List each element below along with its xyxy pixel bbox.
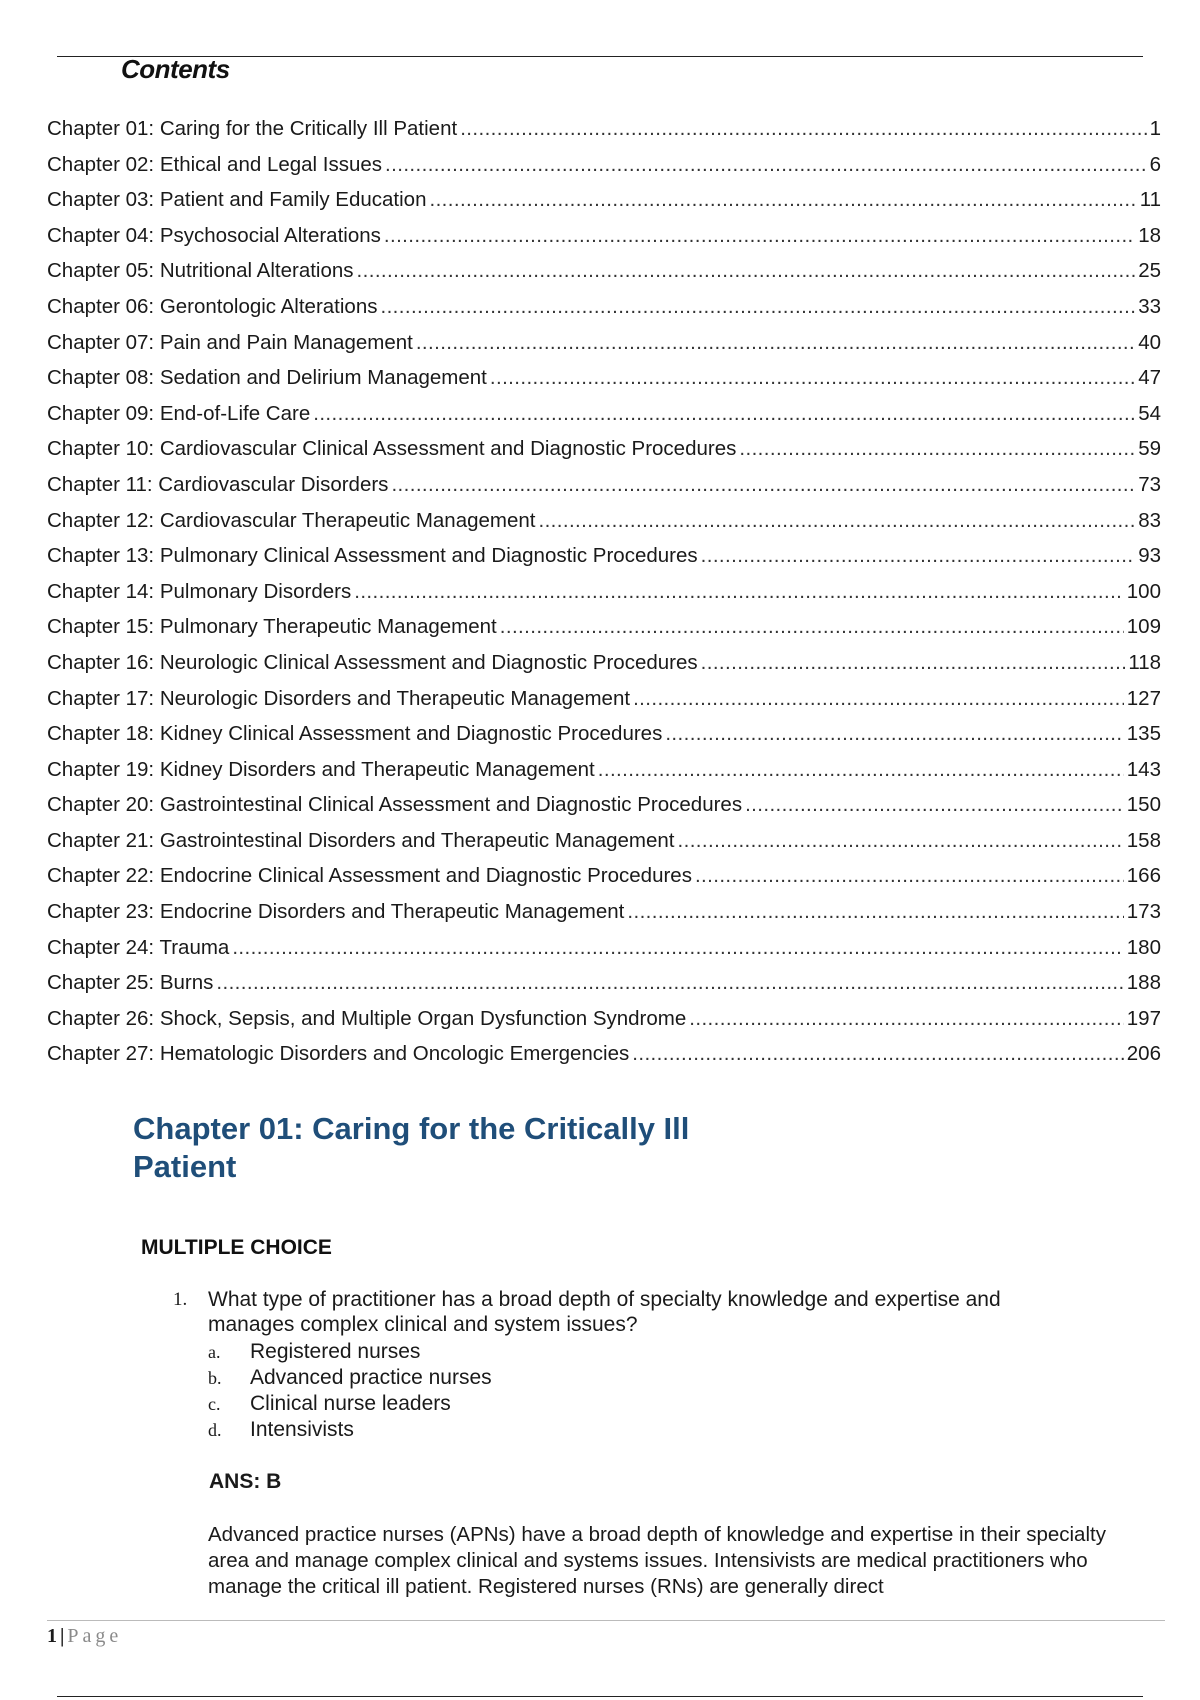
toc-dot-leader	[665, 716, 1123, 752]
toc-dot-leader	[745, 787, 1124, 823]
toc-entry[interactable]	[47, 289, 1161, 325]
answer-key: ANS: B	[209, 1470, 282, 1493]
option-letter: d.	[208, 1420, 222, 1440]
toc-entry[interactable]	[47, 894, 1161, 930]
answer-option	[208, 1339, 492, 1365]
toc-entry[interactable]	[47, 253, 1161, 289]
question-number: 1.	[173, 1289, 188, 1310]
toc-entry-title: Chapter 05: Nutritional Alterations	[47, 259, 354, 283]
footer-separator: |	[60, 1625, 65, 1647]
toc-dot-leader	[313, 396, 1135, 432]
toc-dot-leader	[739, 431, 1135, 467]
toc-entry-title: Chapter 10: Cardiovascular Clinical Assessment and Diagnostic Procedures	[47, 437, 737, 461]
toc-dot-leader	[216, 965, 1123, 1001]
toc-entry-page: 109	[1126, 615, 1161, 639]
toc-entry-title: Chapter 08: Sedation and Delirium Management	[47, 366, 487, 390]
toc-entry[interactable]	[47, 681, 1161, 717]
toc-entry[interactable]	[47, 182, 1161, 218]
toc-entry-title: Chapter 24: Trauma	[47, 935, 230, 959]
toc-entry[interactable]	[47, 218, 1161, 254]
toc-entry-title: Chapter 26: Shock, Sepsis, and Multiple Organ Dysfunction Syndrome	[47, 1006, 687, 1030]
toc-entry-page: 206	[1126, 1042, 1161, 1066]
toc-dot-leader	[701, 645, 1126, 681]
toc-entry[interactable]	[47, 467, 1161, 503]
toc-entry-title: Chapter 14: Pulmonary Disorders	[47, 579, 352, 603]
toc-entry-title: Chapter 18: Kidney Clinical Assessment and Diagnostic Procedures	[47, 722, 663, 746]
toc-dot-leader	[627, 894, 1123, 930]
toc-entry-title: Chapter 11: Cardiovascular Disorders	[47, 472, 389, 496]
answer-option	[208, 1365, 492, 1391]
toc-dot-leader	[354, 574, 1124, 610]
toc-entry-page: 1	[1149, 117, 1161, 140]
toc-entry-title: Chapter 02: Ethical and Legal Issues	[47, 152, 383, 176]
toc-entry-page: 54	[1138, 401, 1161, 425]
toc-dot-leader	[357, 253, 1136, 289]
toc-entry-page: 127	[1126, 686, 1161, 710]
toc-entry-title: Chapter 12: Cardiovascular Therapeutic Management	[47, 508, 536, 532]
toc-entry-title: Chapter 07: Pain and Pain Management	[47, 330, 413, 354]
toc-entry-title: Chapter 19: Kidney Disorders and Therapeutic Management	[47, 757, 595, 781]
toc-entry[interactable]	[47, 858, 1161, 894]
rationale-text: Advanced practice nurses (APNs) have a broad depth of knowledge and expertise in their specialty area and manage complex clinical and systems issues. Intensivists are medical practitioners who manage the critical ill patient. Registered nurses (RNs) are generally direct	[208, 1523, 1106, 1598]
toc-entry[interactable]	[47, 431, 1161, 467]
toc-entry-page: 6	[1149, 152, 1161, 176]
toc-entry-title: Chapter 01: Caring for the Critically Ill Patient	[47, 117, 458, 140]
toc-entry-page: 93	[1138, 544, 1161, 568]
toc-entry-title: Chapter 22: Endocrine Clinical Assessment and Diagnostic Procedures	[47, 864, 692, 888]
toc-entry[interactable]	[47, 716, 1161, 752]
toc-entry-title: Chapter 20: Gastrointestinal Clinical Assessment and Diagnostic Procedures	[47, 793, 743, 817]
toc-entry-page: 135	[1126, 722, 1161, 746]
question-text: What type of practitioner has a broad depth of specialty knowledge and expertise and manages complex clinical and system issues?	[208, 1288, 1001, 1336]
toc-entry-page: 150	[1126, 793, 1161, 817]
toc-entry[interactable]	[47, 325, 1161, 361]
option-text: Intensivists	[250, 1418, 354, 1441]
toc-entry-title: Chapter 23: Endocrine Disorders and Therapeutic Management	[47, 900, 625, 924]
toc-entry-page: 83	[1138, 508, 1161, 532]
option-letter: c.	[208, 1394, 221, 1414]
toc-entry[interactable]	[47, 574, 1161, 610]
toc-dot-leader	[429, 182, 1136, 218]
toc-dot-leader	[384, 218, 1135, 254]
toc-entry-page: 59	[1138, 437, 1161, 461]
option-text: Clinical nurse leaders	[250, 1392, 451, 1415]
toc-entry-title: Chapter 04: Psychosocial Alterations	[47, 223, 381, 247]
toc-entry[interactable]	[47, 360, 1161, 396]
toc-entry[interactable]	[47, 538, 1161, 574]
toc-entry-page: 173	[1126, 900, 1161, 924]
toc-dot-leader	[416, 325, 1135, 361]
option-text: Registered nurses	[250, 1340, 421, 1363]
toc-dot-leader	[500, 609, 1124, 645]
toc-entry[interactable]	[47, 965, 1161, 1001]
toc-dot-leader	[391, 467, 1135, 503]
toc-entry[interactable]	[47, 787, 1161, 823]
toc-entry-title: Chapter 25: Burns	[47, 971, 214, 995]
toc-dot-leader	[701, 538, 1136, 574]
toc-dot-leader	[678, 823, 1124, 859]
page-footer	[47, 1625, 122, 1648]
toc-entry-title: Chapter 13: Pulmonary Clinical Assessment and Diagnostic Procedures	[47, 544, 698, 568]
toc-entry[interactable]	[47, 503, 1161, 539]
toc-entry-title: Chapter 17: Neurologic Disorders and Therapeutic Management	[47, 686, 631, 710]
toc-entry[interactable]	[47, 147, 1161, 183]
toc-dot-leader	[538, 503, 1135, 539]
toc-entry-page: 40	[1138, 330, 1161, 354]
toc-entry-page: 18	[1138, 223, 1161, 247]
toc-entry-title: Chapter 06: Gerontologic Alterations	[47, 294, 378, 318]
toc-entry[interactable]	[47, 396, 1161, 432]
toc-entry[interactable]	[47, 609, 1161, 645]
toc-entry[interactable]	[47, 111, 1161, 147]
toc-entry-page: 143	[1126, 757, 1161, 781]
option-letter: b.	[208, 1368, 222, 1388]
toc-entry-title: Chapter 15: Pulmonary Therapeutic Management	[47, 615, 497, 639]
toc-entry-page: 188	[1126, 971, 1161, 995]
toc-entry[interactable]	[47, 1036, 1161, 1072]
toc-entry-page: 11	[1139, 188, 1161, 212]
toc-entry-title: Chapter 16: Neurologic Clinical Assessment and Diagnostic Procedures	[47, 650, 698, 674]
footer-page-number: 1	[47, 1625, 57, 1647]
option-letter: a.	[208, 1342, 221, 1362]
toc-entry-page: 197	[1126, 1006, 1161, 1030]
toc-entry-title: Chapter 09: End-of-Life Care	[47, 401, 311, 425]
contents-title: Contents	[121, 54, 230, 84]
toc-dot-leader	[632, 1036, 1124, 1072]
toc-entry-title: Chapter 27: Hematologic Disorders and Oncologic Emergencies	[47, 1042, 630, 1066]
toc-entry-page: 166	[1126, 864, 1161, 888]
toc-dot-leader	[695, 858, 1124, 894]
toc-dot-leader	[385, 147, 1147, 183]
toc-dot-leader	[380, 289, 1135, 325]
answer-options	[208, 1339, 492, 1443]
toc-dot-leader	[232, 930, 1123, 966]
toc-entry[interactable]	[47, 645, 1161, 681]
toc-entry-page: 158	[1126, 828, 1161, 852]
table-of-contents	[47, 111, 1161, 1072]
toc-entry[interactable]	[47, 823, 1161, 859]
answer-option	[208, 1391, 492, 1417]
toc-entry-page: 73	[1138, 472, 1161, 496]
answer-option	[208, 1417, 492, 1443]
toc-dot-leader	[689, 1001, 1124, 1037]
toc-dot-leader	[460, 111, 1146, 147]
toc-entry[interactable]	[47, 930, 1161, 966]
toc-entry-title: Chapter 21: Gastrointestinal Disorders and Therapeutic Management	[47, 828, 675, 852]
toc-entry-page: 180	[1126, 935, 1161, 959]
toc-entry-page: 118	[1128, 650, 1161, 674]
bottom-rule	[57, 1696, 1143, 1697]
chapter-heading: Chapter 01: Caring for the Critically Ill Patient	[133, 1111, 690, 1184]
toc-entry-page: 25	[1138, 259, 1161, 283]
toc-entry-title: Chapter 03: Patient and Family Education	[47, 188, 427, 212]
toc-entry-page: 47	[1138, 366, 1161, 390]
toc-dot-leader	[633, 681, 1124, 717]
toc-entry[interactable]	[47, 752, 1161, 788]
footer-rule	[47, 1620, 1165, 1621]
section-label: MULTIPLE CHOICE	[141, 1236, 332, 1259]
toc-entry-page: 100	[1126, 579, 1161, 603]
footer-page-label: Page	[67, 1625, 123, 1647]
toc-entry[interactable]	[47, 1001, 1161, 1037]
toc-dot-leader	[490, 360, 1135, 396]
option-text: Advanced practice nurses	[250, 1366, 492, 1389]
toc-dot-leader	[598, 752, 1124, 788]
toc-entry-page: 33	[1138, 294, 1161, 318]
